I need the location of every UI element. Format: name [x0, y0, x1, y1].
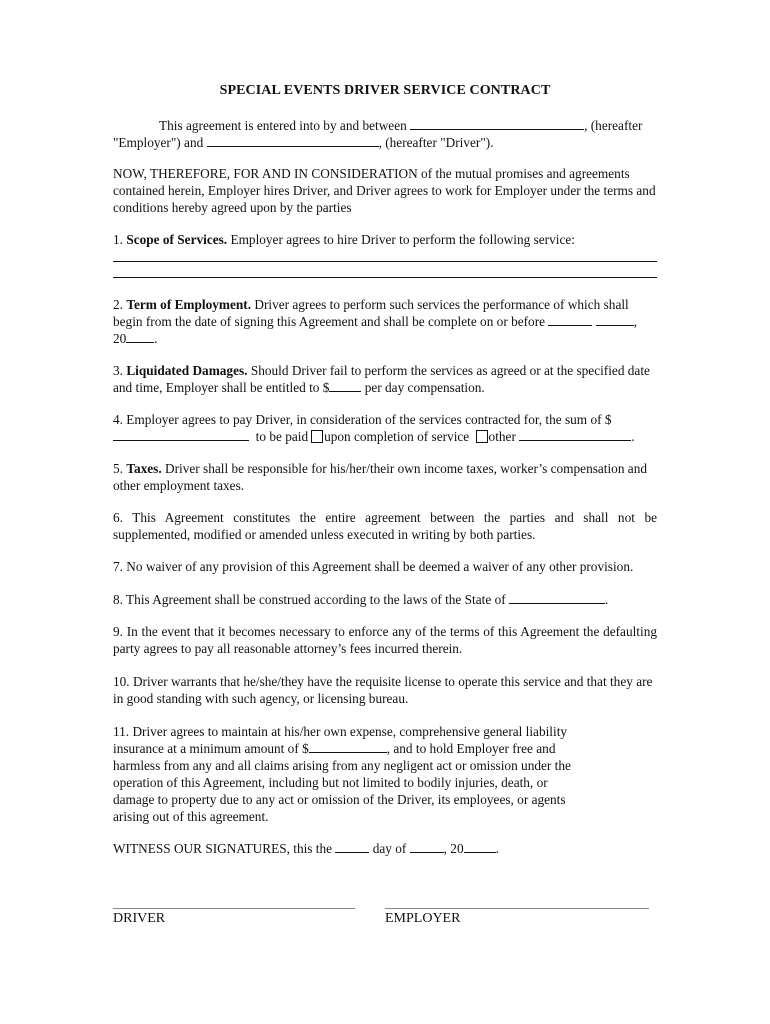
section-3-damages: 3. Liquidated Damages. Should Driver fail to perform the services as agreed or at the specified date and time, Employer shall be entitled to $ per day compensation.: [113, 363, 650, 395]
insurance-amount-blank[interactable]: [309, 740, 387, 753]
witness-day-blank[interactable]: [335, 840, 369, 853]
witness-year-blank[interactable]: [464, 840, 496, 853]
term-year-blank[interactable]: [126, 330, 154, 343]
witness-month-blank[interactable]: [410, 840, 444, 853]
scope-line-1[interactable]: [113, 261, 657, 262]
driver-name-blank[interactable]: [207, 134, 379, 147]
section-11-insurance: 11. Driver agrees to maintain at his/her own expense, comprehensive general liability insurance at a minimum amount of $ , and to hold Employer free and harmless from any and all claims arising from any negligent act or omission under the operation of this Agreement, including but not limited to bodily injuries, death, or damage to property due to any act or omission of the Driver, its employees, or agents arising out of this agreement.: [113, 724, 571, 824]
employer-signature-label: EMPLOYER: [385, 911, 461, 926]
driver-signature-label: DRIVER: [113, 911, 166, 926]
scope-line-2[interactable]: [113, 277, 657, 278]
section-1-scope: 1. Scope of Services. Employer agrees to hire Driver to perform the following service:: [113, 232, 575, 247]
section-5-taxes: 5. Taxes. Driver shall be responsible for his/her/their own income taxes, worker’s compensation and other employment taxes.: [113, 461, 648, 493]
state-blank[interactable]: [509, 591, 605, 604]
other-checkbox[interactable]: [476, 430, 488, 443]
employer-signature-line[interactable]: [385, 908, 649, 909]
section-6-entire-agreement: 6. This Agreement constitutes the entire agreement between the parties and shall not be supplemented, modified or amended unless executed in writing by both parties.: [113, 510, 657, 542]
term-day-blank[interactable]: [596, 313, 634, 326]
damages-amount-blank[interactable]: [329, 379, 361, 392]
section-9-attorney-fees: 9. In the event that it becomes necessary to enforce any of the terms of this Agreement the defaulting party agrees to pay all reasonable attorney’s fees incurred therein.: [113, 624, 657, 656]
section-2-term: 2. Term of Employment. Driver agrees to perform such services the performance of which shall begin from the date of signing this Agreement and shall be complete on or before , 20 .: [113, 297, 638, 346]
term-month-blank[interactable]: [548, 313, 592, 326]
upon-completion-checkbox[interactable]: [311, 430, 323, 443]
other-payment-blank[interactable]: [519, 428, 631, 441]
section-7-waiver: 7. No waiver of any provision of this Agreement shall be deemed a waiver of any other provision.: [113, 559, 634, 574]
section-10-license: 10. Driver warrants that he/she/they have the requisite license to operate this service and that they are in good standing with such agency, or licensing bureau.: [113, 674, 653, 706]
witness-line: WITNESS OUR SIGNATURES, this the day of , 20 .: [113, 841, 499, 856]
section-8-governing-law: 8. This Agreement shall be construed according to the laws of the State of .: [113, 592, 609, 607]
employer-name-blank[interactable]: [410, 117, 584, 130]
now-therefore-paragraph: NOW, THEREFORE, FOR AND IN CONSIDERATION of the mutual promises and agreements contained herein, Employer hires Driver, and Driver agrees to work for Employer under the terms and conditions hereby agreed upon by the parties: [113, 166, 656, 215]
driver-signature-line[interactable]: [113, 908, 355, 909]
intro-paragraph: This agreement is entered into by and between , (hereafter "Employer") and , (hereafter "Driver").: [113, 118, 643, 150]
document-title: SPECIAL EVENTS DRIVER SERVICE CONTRACT: [219, 83, 551, 98]
section-4-payment: 4. Employer agrees to pay Driver, in consideration of the services contracted for, the sum of $ to be paid upon completion of service other .: [113, 412, 635, 444]
payment-sum-blank[interactable]: [113, 428, 249, 441]
